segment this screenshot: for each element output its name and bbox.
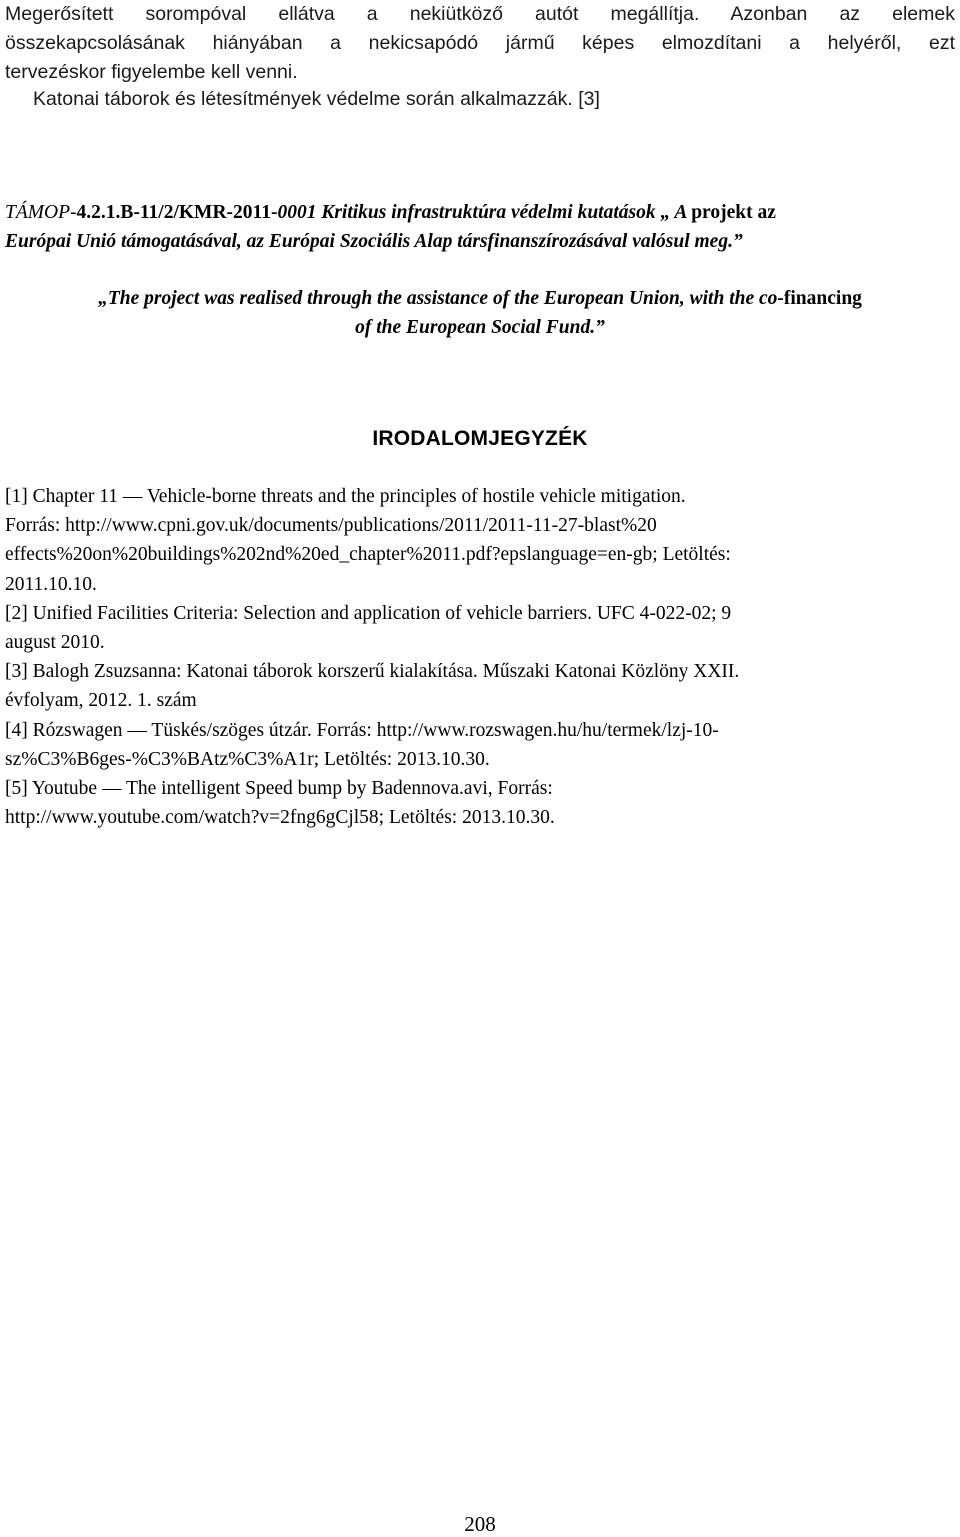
funding-code-prefix: TÁMOP- [5, 202, 77, 223]
english-line-1 [5, 284, 955, 313]
bibliography-line: [2] Unified Facilities Criteria: Selection and application of vehicle barriers. UFC 4-022-02; 9 [5, 602, 732, 624]
english-funding-statement [5, 284, 955, 342]
funding-project-title: 0001 Kritikus infrastruktúra védelmi kutatások „ A [277, 202, 692, 223]
english-line-1-italic: „The project was realised through the assistance of the European Union, with the co- [98, 288, 784, 309]
bibliography-title: IRODALOMJEGYZÉK [372, 427, 588, 450]
bibliography-line: [4] Rózswagen — Tüskés/szöges útzár. Forrás: http://www.rozswagen.hu/hu/termek/lzj-10- [5, 719, 719, 741]
english-line-2: of the European Social Fund.” [355, 317, 605, 338]
intro-line-1: Megerősített sorompóval ellátva a nekiütköző autót megállítja. Azonban az elemek [5, 3, 955, 25]
bibliography-line: [5] Youtube — The intelligent Speed bump by Badennova.avi, Forrás: [5, 778, 553, 800]
funding-statement [5, 198, 955, 256]
funding-line-2: Európai Unió támogatásával, az Európai Szociális Alap társfinanszírozásával valósul meg.” [5, 231, 743, 252]
page-number: 208 [464, 1512, 496, 1536]
bibliography-line: Forrás: http://www.cpni.gov.uk/documents/publications/2011/2011-11-27-blast%20 [5, 515, 657, 537]
intro-line-2: összekapcsolásának hiányában a nekicsapódó jármű képes elmozdítani a helyéről, ezt [5, 32, 955, 54]
bibliography-line: [3] Balogh Zsuzsanna: Katonai táborok korszerű kialakítása. Műszaki Katonai Közlöny XXII. [5, 661, 740, 683]
bibliography-line: sz%C3%B6ges-%C3%BAtz%C3%A1r; Letöltés: 2013.10.30. [5, 748, 490, 770]
bibliography-line: évfolyam, 2012. 1. szám [5, 690, 197, 712]
funding-line-1 [5, 198, 955, 227]
funding-code: 4.2.1.B-11/2/KMR-2011- [76, 202, 278, 223]
bibliography-line: http://www.youtube.com/watch?v=2fng6gCjl58; Letöltés: 2013.10.30. [5, 807, 555, 829]
bibliography-line: [1] Chapter 11 — Vehicle-borne threats and the principles of hostile vehicle mitigation. [5, 486, 686, 507]
english-line-1-bold: financing [783, 288, 862, 309]
bibliography-line: august 2010. [5, 632, 105, 654]
intro-paragraph [5, 0, 955, 87]
intro-line-4: Katonai táborok és létesítmények védelme során alkalmazzák. [3] [33, 88, 600, 110]
funding-projekt-az: projekt az [691, 202, 776, 223]
intro-line-3: tervezéskor figyelembe kell venni. [5, 61, 298, 83]
bibliography-line: 2011.10.10. [5, 573, 97, 595]
bibliography-line: effects%20on%20buildings%202nd%20ed_chapter%2011.pdf?epslanguage=en-gb; Letöltés: [5, 544, 731, 566]
bibliography-list [5, 482, 955, 832]
